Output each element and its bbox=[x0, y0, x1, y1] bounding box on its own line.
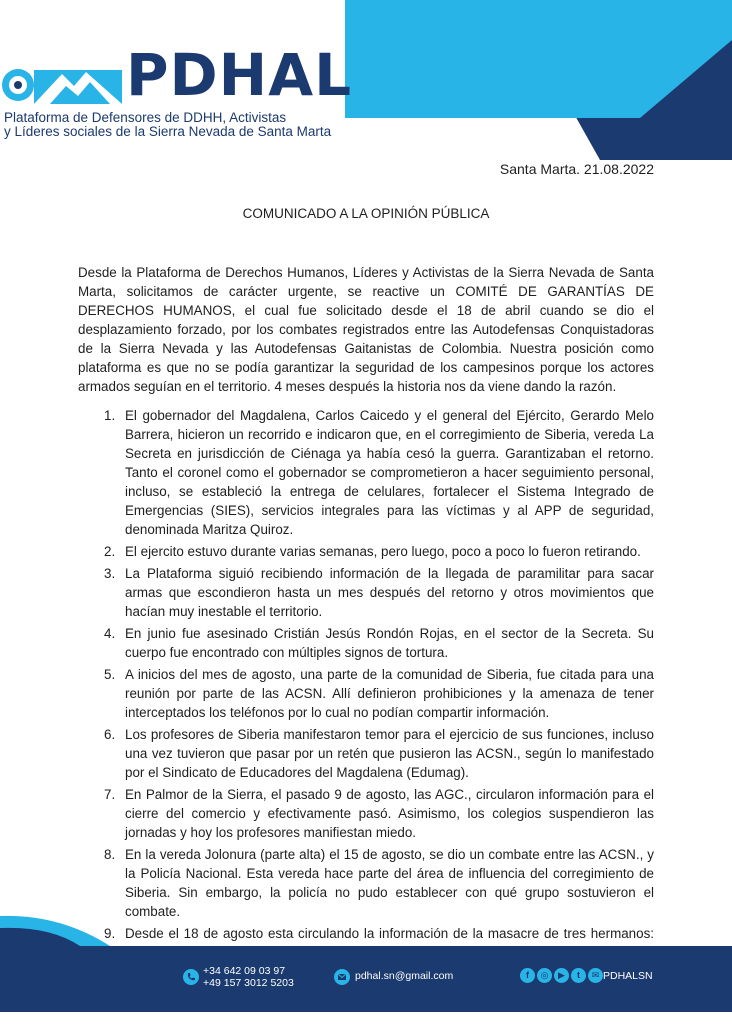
logo-mountain-icon bbox=[0, 60, 122, 112]
list-item bbox=[78, 406, 654, 539]
list-item-number: 8. bbox=[104, 847, 116, 862]
list-item bbox=[78, 725, 654, 782]
footer-social-handle[interactable]: PDHALSN bbox=[603, 970, 653, 982]
facebook-icon[interactable]: f bbox=[520, 968, 535, 983]
list-item-text: En Palmor de la Sierra, el pasado 9 de agosto, las AGC., circularon información para el cierre del comercio y efectivamente pasó. Asimismo, los colegios suspendieron las jornadas y hoy los profesores manifiestan miedo. bbox=[125, 787, 654, 840]
list-item-number: 4. bbox=[104, 626, 116, 641]
list-item-number: 3. bbox=[104, 566, 116, 581]
social-icons bbox=[520, 968, 603, 984]
document-title: COMUNICADO A LA OPINIÓN PÚBLICA bbox=[242, 206, 490, 221]
list-item bbox=[78, 624, 654, 662]
list-item-text: En la vereda Jolonura (parte alta) el 15 de agosto, se dio un combate entre las ACSN., y la Policía Nacional. Esta vereda hace parte del área de influencia del corregimiento de Siberia. Sin embargo, la policía no pudo establecer con qué grupo sostuvieron el combate. bbox=[125, 847, 654, 919]
bottom-strip bbox=[0, 1012, 732, 1024]
list-item-number: 1. bbox=[104, 408, 116, 423]
list-item-number: 2. bbox=[104, 544, 116, 559]
list-item bbox=[78, 542, 654, 561]
chat-icon[interactable]: ✉ bbox=[588, 968, 603, 983]
footer-phone-2: +49 157 3012 5203 bbox=[203, 977, 294, 989]
phone-icon bbox=[183, 969, 199, 985]
youtube-icon[interactable]: ▶ bbox=[554, 968, 569, 983]
list-item-text: El gobernador del Magdalena, Carlos Caicedo y el general del Ejército, Gerardo Melo Barrera, hicieron un recorrido e indicaron que, en el corregimiento de Siberia, vereda La Secreta en jurisdicción de Ciénaga ya había cesó la guerra. Garantizaban el retorno. Tanto el coronel como el gobernador se comprometieron a hacer seguimiento personal, incluso, se estableció la entrega de celulares, fortalecer el Sistema Integrado de Emergencias (SIES), servicios integrales para las víctimas y al APP de seguridad, denominada Maritza Quiroz. bbox=[125, 408, 654, 537]
list-item-number: 6. bbox=[104, 727, 116, 742]
list-item bbox=[78, 564, 654, 621]
list-item-number: 5. bbox=[104, 667, 116, 682]
numbered-list bbox=[78, 406, 654, 984]
list-item-text: El ejercito estuvo durante varias semanas, pero luego, poco a poco lo fueron retirando. bbox=[125, 544, 641, 559]
document-date: Santa Marta. 21.08.2022 bbox=[499, 161, 654, 177]
list-item-number: 7. bbox=[104, 787, 116, 802]
twitter-icon[interactable]: t bbox=[571, 968, 586, 983]
intro-paragraph: Desde la Plataforma de Derechos Humanos, Líderes y Activistas de la Sierra Nevada de Santa Marta, solicitamos de carácter urgente, se reactive un COMITÉ DE GARANTÍAS DE DERECHOS HUMANOS, el cual fue solicitado desde el 18 de abril cuando se dio el desplazamiento forzado, por los combates registrados entre las Autodefensas Conquistadoras de la Sierra Nevada y las Autodefensas Gaitanistas de Colombia. Nuestra posición como plataforma es que no se podía garantizar la seguridad de los campesinos porque los actores armados seguían en el territorio. 4 meses después la historia nos da viene dando la razón. bbox=[78, 265, 654, 394]
list-item-text: Desde el 18 de agosto esta circulando la información de la masacre de tres hermanos: bbox=[125, 926, 654, 941]
org-name-line-1: Plataforma de Defensores de DDHH, Activistas bbox=[4, 110, 287, 125]
list-item-text: La Plataforma siguió recibiendo información de la llegada de paramilitar para sacar armas que escondieron hasta un mes después del retorno y otros movimientos que hacían muy inestable el territorio. bbox=[125, 566, 654, 619]
org-name-line-2: y Líderes sociales de la Sierra Nevada de Santa Marta bbox=[4, 124, 332, 139]
list-item bbox=[78, 785, 654, 842]
footer-phone-1: +34 642 09 03 97 bbox=[203, 965, 286, 977]
brand-name: PDHAL bbox=[126, 41, 353, 109]
list-item-text: Los profesores de Siberia manifestaron temor para el ejercicio de sus funciones, incluso una vez tuvieron que pasar por un retén que pusieron las ACSN., según lo manifestado por el Sindicato de Educadores del Magdalena (Edumag). bbox=[125, 727, 654, 780]
footer-decoration bbox=[0, 910, 732, 950]
instagram-icon[interactable]: ◎ bbox=[537, 968, 552, 983]
list-item-text: A inicios del mes de agosto, una parte de la comunidad de Siberia, fue citada para una reunión por parte de las ACSN. Allí definieron prohibiciones y la amenaza de tener interceptados los teléfonos por lo cual no podían compartir información. bbox=[125, 667, 654, 720]
list-item-text: En junio fue asesinado Cristián Jesús Rondón Rojas, en el sector de la Secreta. Su cuerpo fue encontrado con múltiples signos de tortura. bbox=[125, 626, 654, 660]
list-item-number: 9. bbox=[104, 926, 116, 941]
email-icon bbox=[334, 969, 350, 985]
list-item bbox=[78, 665, 654, 722]
footer-email[interactable]: pdhal.sn@gmail.com bbox=[355, 970, 454, 982]
